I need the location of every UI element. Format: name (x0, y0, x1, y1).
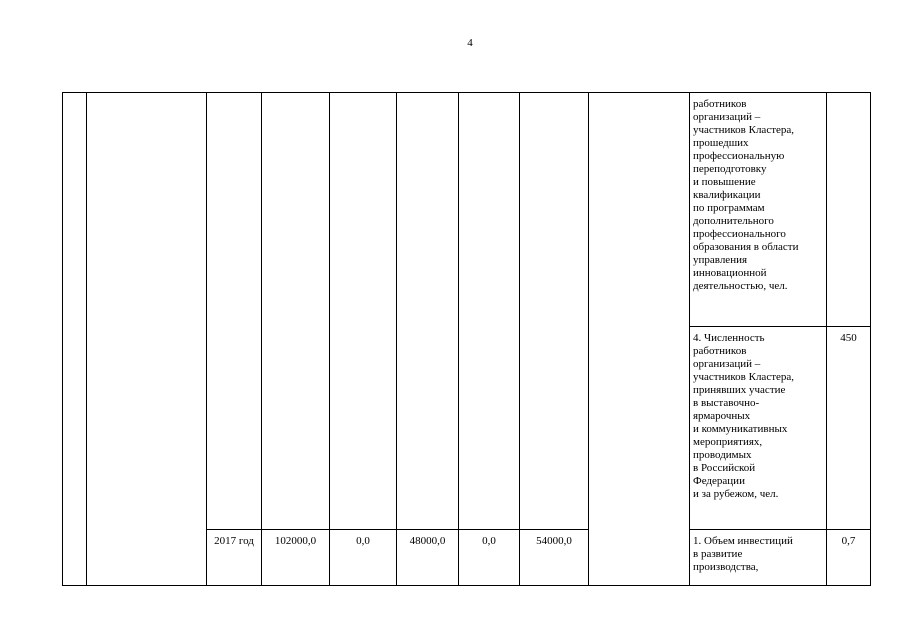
indicator-line: и за рубежом, чел. (693, 488, 779, 500)
indicator-line: принявших участие (693, 384, 786, 396)
indicator-line: мероприятиях, (693, 436, 763, 448)
indicator-line: участников Кластера, (693, 124, 795, 136)
cell-source-2 (397, 93, 459, 530)
indicator-line: в Российской (693, 462, 756, 474)
indicator-line: деятельностью, чел. (693, 280, 788, 292)
indicator-line: 4. Численность (693, 332, 765, 344)
indicator-line: образования в области (693, 241, 799, 253)
cell-index (63, 93, 87, 586)
indicator-cell (690, 530, 827, 586)
cell-source-3 (459, 93, 520, 530)
indicator-line: ярмарочных (693, 410, 751, 422)
indicator-line: работников (693, 98, 747, 110)
source-4-cell: 54000,0 (520, 530, 589, 586)
cell-executor (589, 93, 690, 586)
source-1-cell: 0,0 (330, 530, 397, 586)
indicator-line: квалификации (693, 189, 761, 201)
indicator-line: управления (693, 254, 748, 266)
cell-source-1 (330, 93, 397, 530)
indicator-line: прошедших (693, 137, 749, 149)
cell-name (87, 93, 207, 586)
indicator-line: профессиональную (693, 150, 785, 162)
indicator-line: инновационной (693, 267, 767, 279)
indicator-line: производства, (693, 561, 759, 573)
indicator-line: профессионального (693, 228, 786, 240)
source-2-cell: 48000,0 (397, 530, 459, 586)
indicator-line: по программам (693, 202, 765, 214)
indicator-cell (690, 93, 827, 327)
cell-year (207, 93, 262, 530)
indicator-line: переподготовку (693, 163, 767, 175)
program-table (62, 92, 871, 586)
indicator-line: 1. Объем инвестиций (693, 535, 793, 547)
indicator-line: и коммуникативных (693, 423, 788, 435)
page-number: 4 (467, 37, 473, 49)
total-cell: 102000,0 (262, 530, 330, 586)
indicator-line: в выставочно- (693, 397, 760, 409)
indicator-value: 450 (827, 327, 871, 530)
table-row (63, 93, 871, 327)
indicator-line: работников (693, 345, 747, 357)
indicator-line: организаций – (693, 111, 761, 123)
year-cell: 2017 год (207, 530, 262, 586)
indicator-line: дополнительного (693, 215, 774, 227)
indicator-value: 0,7 (827, 530, 871, 586)
cell-source-4 (520, 93, 589, 530)
cell-total (262, 93, 330, 530)
indicator-line: Федерации (693, 475, 745, 487)
indicator-value (827, 93, 871, 327)
indicator-line: проводимых (693, 449, 752, 461)
indicator-line: в развитие (693, 548, 743, 560)
indicator-cell (690, 327, 827, 530)
source-3-cell: 0,0 (459, 530, 520, 586)
indicator-line: участников Кластера, (693, 371, 795, 383)
indicator-line: и повышение (693, 176, 756, 188)
indicator-line: организаций – (693, 358, 761, 370)
